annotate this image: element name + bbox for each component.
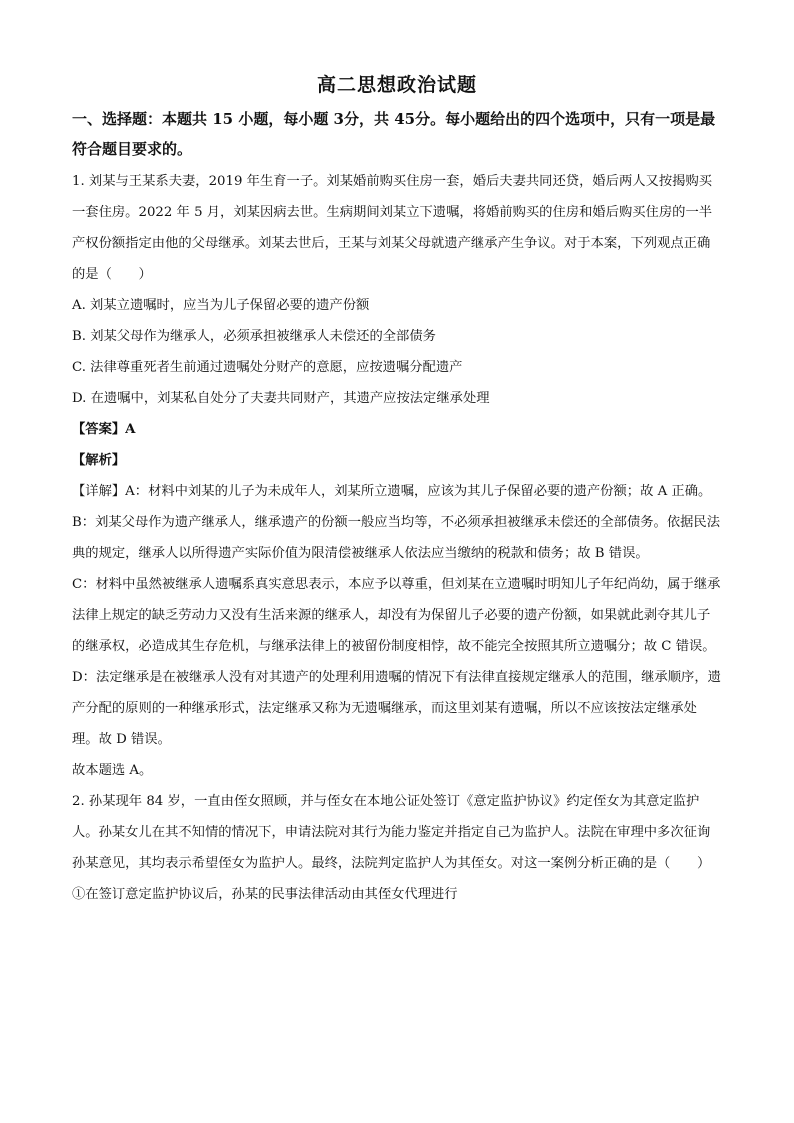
question-1-option-d: D. 在遗嘱中，刘某私自处分了夫妻共同财产，其遗产应按法定继承处理 xyxy=(72,391,490,406)
question-1-stem: 1. 刘某与王某系夫妻，2019 年生育一子。刘某婚前购买住房一套，婚后夫妻共同还贷，婚后两人又按揭购买一套住房。2022 年 5 月，刘某因病去世。生病期间刘某立下遗嘱，将婚前购买的住房和婚后购买住房的一半产权份额指定由他的父母继承。刘某去世后，王某与刘某父母就遗产继承产生争议。对于本案，下列观点正确的是（ ） xyxy=(72,174,713,282)
document-body xyxy=(72,104,722,910)
question-1-answer: 【答案】A xyxy=(72,422,136,437)
question-1-analysis-label: 【解析】 xyxy=(72,453,126,468)
question-1-analysis-b: B：刘某父母作为遗产继承人，继承遗产的份额一般应当均等，不必须承担被继承未偿还的全部债务。依据民法典的规定，继承人以所得遗产实际价值为限清偿被继承人依法应当缴纳的税款和债务；故 B 错误。 xyxy=(72,515,721,561)
question-1-analysis-c: C：材料中虽然被继承人遗嘱系真实意思表示，本应予以尊重，但刘某在立遗嘱时明知儿子年纪尚幼，属于继承法律上规定的缺乏劳动力又没有生活来源的继承人，却没有为保留儿子必要的遗产份额，如果就此剥夺其儿子的继承权，必造成其生存危机，与继承法律上的被留份制度相悖，故不能完全按照其所立遗嘱分；故 C 错误。 xyxy=(72,577,721,654)
section-heading: 一、选择题：本题共 15 小题，每小题 3分，共 45分。每小题给出的四个选项中，只有一项是最符合题目要求的。 xyxy=(72,110,716,158)
question-1 xyxy=(72,166,722,786)
question-1-analysis-d: D：法定继承是在被继承人没有对其遗产的处理利用遗嘱的情况下有法律直接规定继承人的范围，继承顺序，遗产分配的原则的一种继承形式，法定继承又称为无遗嘱继承，而这里刘某有遗嘱，所以不应该按法定继承处理。故 D 错误。 xyxy=(72,670,721,747)
question-2 xyxy=(72,786,722,910)
question-2-stem: 2. 孙某现年 84 岁，一直由侄女照顾，并与侄女在本地公证处签订《意定监护协议》约定侄女为其意定监护人。孙某女儿在其不知情的情况下，申请法院对其行为能力鉴定并指定自己为监护人。法院在审理中多次征询孙某意见，其均表示希望侄女为监护人。最终，法院判定监护人为其侄女。对这一案例分析正确的是（ ） xyxy=(72,794,711,871)
page-title: 高二思想政治试题 xyxy=(316,74,477,96)
question-1-option-c: C. 法律尊重死者生前通过遗嘱处分财产的意愿，应按遗嘱分配遗产 xyxy=(72,360,463,375)
question-1-option-b: B. 刘某父母作为继承人，必须承担被继承人未偿还的全部债务 xyxy=(72,329,436,344)
question-1-analysis-a: 【详解】A：材料中刘某的儿子为未成年人，刘某所立遗嘱，应该为其儿子保留必要的遗产份额；故 A 正确。 xyxy=(72,484,712,499)
question-2-item-1: ①在签订意定监护协议后，孙某的民事法律活动由其侄女代理进行 xyxy=(72,887,458,902)
question-1-option-a: A. 刘某立遗嘱时，应当为儿子保留必要的遗产份额 xyxy=(72,298,370,313)
question-1-conclusion: 故本题选 A。 xyxy=(72,763,153,778)
